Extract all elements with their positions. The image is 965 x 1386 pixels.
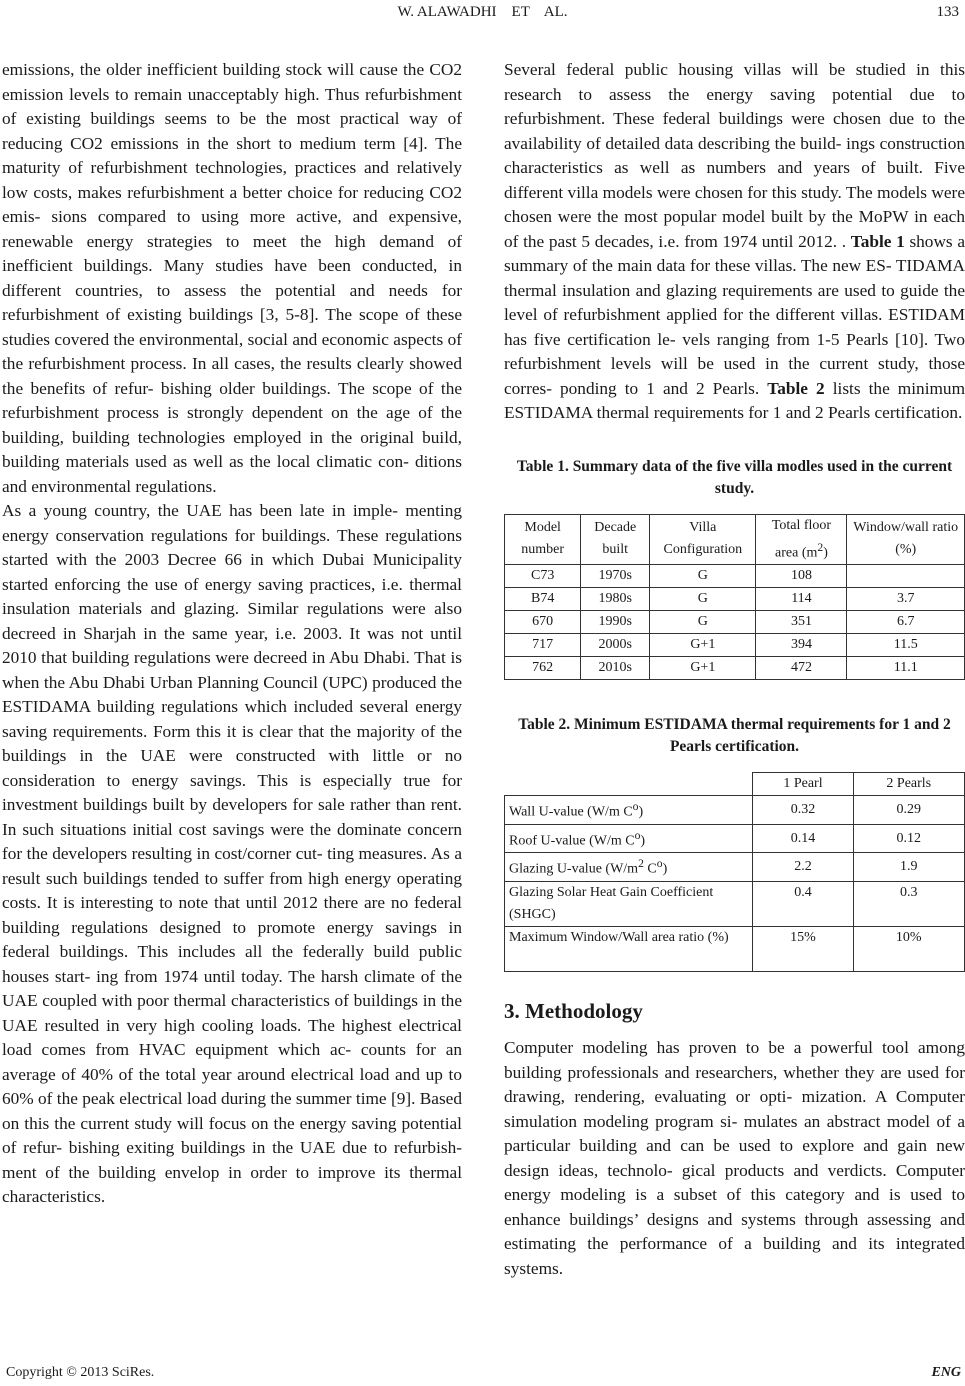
text-run: lists the minimum ESTIDAMA thermal requirements for 1 and 2 Pearls certification. bbox=[504, 378, 965, 422]
column-header-1-pearl: 1 Pearl bbox=[753, 773, 853, 796]
table-cell: 2000s bbox=[581, 634, 650, 657]
column-header-area bbox=[756, 514, 847, 565]
copyright-text: Copyright © 2013 SciRes. bbox=[6, 1365, 155, 1380]
row-label bbox=[505, 824, 753, 853]
table-cell: 114 bbox=[756, 588, 847, 611]
row-label bbox=[505, 853, 753, 882]
column-header-2-pearls: 2 Pearls bbox=[853, 773, 964, 796]
table-cell: 0.29 bbox=[853, 796, 964, 825]
label-text: ) bbox=[640, 833, 646, 849]
table-cell: C73 bbox=[505, 565, 581, 588]
table-cell: 108 bbox=[756, 565, 847, 588]
table-cell: 394 bbox=[756, 634, 847, 657]
table-row bbox=[505, 882, 965, 927]
table-reference: Table 2 bbox=[767, 378, 825, 398]
label-text: Glazing U-value (W/m bbox=[509, 862, 639, 878]
table-row bbox=[505, 565, 965, 588]
superscript: 2 bbox=[638, 857, 644, 871]
table-cell: 1970s bbox=[581, 565, 650, 588]
text-run: shows a summary of the main data for these villas. The new ES- TIDAMA thermal insulation and glazing requirements are used to guide the level of refurbishment applied for the different villas. ESTIDAM has five certification le- vels ranging from 1-5 Pearls [10]. Two refurbishment levels will be used in the current study, those corres- ponding to 1 and 2 Pearls. bbox=[504, 231, 965, 398]
table-cell: 762 bbox=[505, 657, 581, 680]
row-label bbox=[505, 796, 753, 825]
table-cell: 11.1 bbox=[847, 657, 965, 680]
table-row bbox=[505, 853, 965, 882]
paragraph: Computer modeling has proven to be a powerful tool among building professionals and researchers, whether they are used for drawing, rendering, evaluating or opti- mization. A Computer simulation modeling program si- mulates an abstract model of a particular building and can be used to explore and gain new design ideas, technolo- gical products and verdicts. Computer energy modeling is a subset of this category and is used to enhance buildings’ designs and systems through assessing and estimating the performance of a building and its integrated systems. bbox=[504, 1038, 965, 1278]
table-cell: 15% bbox=[753, 927, 853, 972]
paragraph: emissions, the older inefficient building stock will cause the CO2 emission levels to remain unacceptably high. Thus refurbishment of existing buildings seems to be the most practical way of reducing CO2 emissions in the short to medium term [4]. The maturity of refurbishment technologies, practices and relatively low costs, makes refurbishment a better choice for reducing CO2 emis- sions compared to using more active, and expensive, renewable energy strategies to meet the high demand of inefficient buildings. Many studies have been conducted, in different countries, to assess the potential and needs for refurbishment of existing buildings [3, 5-8]. The scope of these studies covered the environmental, social and economic aspects of the refurbishment process. In all cases, the results clearly showed the benefits of refur- bishing older buildings. The scope of the refurbishment process is strongly dependent on the age of the building, building technologies employed in the original build, building materials used as well as the local climatic con- ditions and environmental regulations. bbox=[2, 60, 462, 496]
table-row bbox=[505, 657, 965, 680]
table-cell: 0.12 bbox=[853, 824, 964, 853]
table-header-row bbox=[505, 773, 965, 796]
label-text: ) bbox=[662, 862, 668, 878]
row-label: Maximum Window/Wall area ratio (%) bbox=[505, 927, 753, 972]
empty-header-cell bbox=[505, 773, 753, 796]
table-cell: B74 bbox=[505, 588, 581, 611]
table-2-caption: Table 2. Minimum ESTIDAMA thermal requirements for 1 and 2 Pearls certification. bbox=[518, 716, 951, 756]
table-row bbox=[505, 927, 965, 972]
table-cell bbox=[847, 565, 965, 588]
label-text: C bbox=[643, 862, 657, 878]
table-cell: G bbox=[650, 611, 756, 634]
row-label: Glazing Solar Heat Gain Coefficient (SHGC) bbox=[505, 882, 753, 927]
table-cell: 11.5 bbox=[847, 634, 965, 657]
table-1 bbox=[504, 514, 965, 681]
column-header-decade: Decade built bbox=[581, 514, 650, 565]
text-run: Several federal public housing villas will be studied in this research to assess the energy saving potential due to refurbishment. These federal buildings were chosen due to the availability of detailed data describing the build- ings construction characteristics as well as numbers and years of built. Five different villa models were chosen for this study. The models were chosen were the most popular model built by the MoPW in each of the past 5 decades, i.e. from 1974 until 2012. . bbox=[504, 60, 965, 251]
superscript: 2 bbox=[817, 540, 824, 554]
right-column bbox=[504, 58, 965, 1281]
table-cell: G+1 bbox=[650, 657, 756, 680]
superscript: o bbox=[632, 800, 639, 814]
header-text: Total floor area (m bbox=[771, 517, 832, 561]
table-cell: 6.7 bbox=[847, 611, 965, 634]
running-header bbox=[0, 0, 965, 24]
table-cell: 472 bbox=[756, 657, 847, 680]
table-row bbox=[505, 611, 965, 634]
table-cell: 670 bbox=[505, 611, 581, 634]
table-cell: 1990s bbox=[581, 611, 650, 634]
page-number: 133 bbox=[936, 4, 959, 20]
label-text: ) bbox=[638, 804, 644, 820]
journal-abbreviation: ENG bbox=[931, 1365, 961, 1380]
table-cell: 2.2 bbox=[753, 853, 853, 882]
table-cell: 717 bbox=[505, 634, 581, 657]
table-cell: 0.4 bbox=[753, 882, 853, 927]
left-column bbox=[2, 58, 462, 1210]
table-cell: 1980s bbox=[581, 588, 650, 611]
label-text: Wall U-value (W/m C bbox=[509, 804, 633, 820]
table-cell: G bbox=[650, 565, 756, 588]
table-cell: G bbox=[650, 588, 756, 611]
table-row bbox=[505, 824, 965, 853]
header-text: ) bbox=[823, 545, 828, 561]
section-heading: 3. Methodology bbox=[504, 999, 643, 1024]
column-header-model: Model number bbox=[505, 514, 581, 565]
table-2 bbox=[504, 772, 965, 972]
table-row bbox=[505, 796, 965, 825]
table-header-row bbox=[505, 514, 965, 565]
table-row bbox=[505, 588, 965, 611]
table-cell: 0.14 bbox=[753, 824, 853, 853]
superscript: o bbox=[634, 828, 641, 842]
paragraph: As a young country, the UAE has been late in imple- menting energy conservation regulations for buildings. These regulations started with the 2003 Decree 66 in which Dubai Municipality started enforcing the use of energy saving practices, i.e. thermal insulation materials and glazing. Similar regulations were also decreed in Sharjah in the same year, i.e. 2003. It was not until 2010 that building regulations were decreed in Abu Dhabi. That is when the Abu Dhabi Urban Planning Council (UPC) produced the ESTIDAMA building regulations which included several energy saving requirements. Form this it is clear that the majority of the buildings in the UAE were constructed with little or no consideration to energy savings. This is especially true for investment buildings built by developers for sale rather than rent. In such situations initial cost savings were the dominate concern for the developers resulting in cost/corner cut- ting measures. As a result such buildings tended to suffer from high energy operating costs. It is interesting to note that until 2012 there are no federal building regulations designed to promote energy savings in federal buildings. This includes all the federally build public houses start- ing from 1974 until today. The harsh climate of the UAE coupled with poor thermal characteristics of buildings in the UAE resulted in very high cooling loads. The highest electrical load comes from HVAC equipment which ac- counts for an average of 40% of the total year around electrical load and up to 60% of the peak electrical load during the summer time [9]. Based on this the current study will focus on the energy saving potential of refur- bishing exiting buildings in the UAE due to refurbish- ment of the building envelop in order to improve its thermal characteristics. bbox=[2, 501, 462, 1206]
table-cell: 3.7 bbox=[847, 588, 965, 611]
paragraph bbox=[504, 58, 965, 426]
label-text: Roof U-value (W/m C bbox=[509, 833, 635, 849]
table-row bbox=[505, 634, 965, 657]
table-cell: 0.32 bbox=[753, 796, 853, 825]
table-cell: 0.3 bbox=[853, 882, 964, 927]
column-header-villa: Villa Configuration bbox=[650, 514, 756, 565]
table-1-caption: Table 1. Summary data of the five villa modles used in the current study. bbox=[516, 457, 953, 497]
table-cell: G+1 bbox=[650, 634, 756, 657]
table-cell: 10% bbox=[853, 927, 964, 972]
table-reference: Table 1 bbox=[850, 231, 905, 251]
superscript: o bbox=[656, 857, 663, 871]
table-cell: 351 bbox=[756, 611, 847, 634]
column-header-ratio: Window/wall ratio (%) bbox=[847, 514, 965, 565]
table-cell: 1.9 bbox=[853, 853, 964, 882]
running-title: W. ALAWADHI ET AL. bbox=[397, 4, 568, 20]
table-cell: 2010s bbox=[581, 657, 650, 680]
